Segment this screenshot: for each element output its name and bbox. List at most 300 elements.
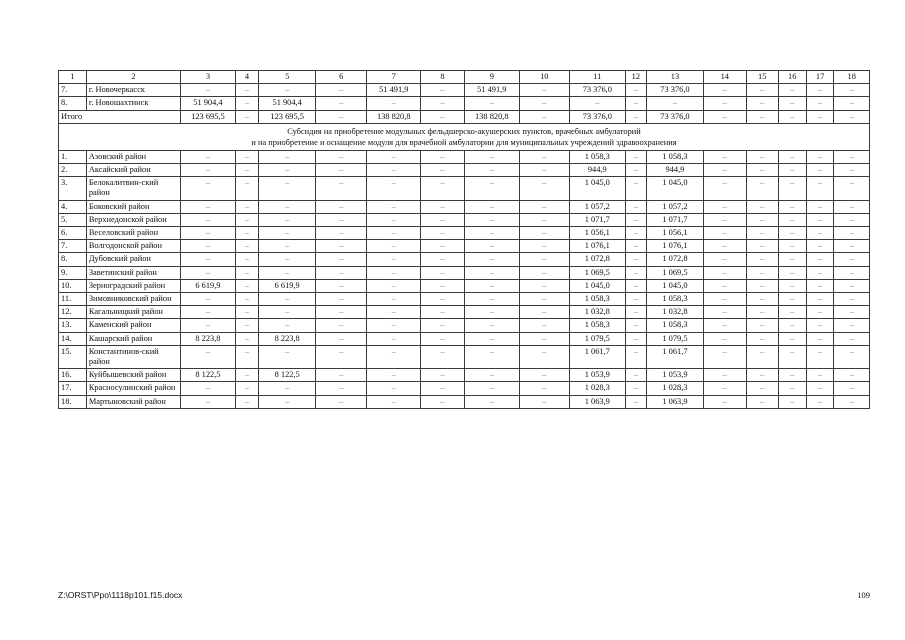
table-row <box>59 293 870 306</box>
value-cell: – <box>746 213 778 226</box>
value-cell: – <box>703 279 746 292</box>
value-cell: 1 061,7 <box>647 345 704 368</box>
value-cell: – <box>316 240 367 253</box>
value-cell: – <box>806 213 834 226</box>
value-cell: – <box>181 177 236 200</box>
value-cell: – <box>421 382 465 395</box>
row-number: 10. <box>59 279 87 292</box>
column-number-cell: 7 <box>367 71 421 84</box>
value-cell: – <box>519 177 569 200</box>
value-cell: – <box>259 382 316 395</box>
value-cell: – <box>235 332 259 345</box>
value-cell: – <box>316 150 367 163</box>
value-cell: – <box>367 97 421 110</box>
value-cell: – <box>778 279 806 292</box>
value-cell: – <box>834 266 870 279</box>
value-cell: 1 058,3 <box>569 319 625 332</box>
municipality-name: Кагальницкий район <box>86 306 180 319</box>
table-row <box>59 266 870 279</box>
value-cell: 1 032,8 <box>569 306 625 319</box>
value-cell: – <box>834 240 870 253</box>
value-cell: – <box>235 200 259 213</box>
value-cell: – <box>181 319 236 332</box>
column-number-cell: 5 <box>259 71 316 84</box>
value-cell: – <box>464 150 519 163</box>
value-cell: – <box>181 306 236 319</box>
value-cell: – <box>421 164 465 177</box>
value-cell: – <box>569 97 625 110</box>
value-cell: 1 045,0 <box>569 279 625 292</box>
column-number-cell: 9 <box>464 71 519 84</box>
column-number-cell: 4 <box>235 71 259 84</box>
value-cell: – <box>235 164 259 177</box>
value-cell: – <box>625 177 646 200</box>
value-cell: – <box>235 293 259 306</box>
municipality-name: г. Новочеркасск <box>86 84 180 97</box>
value-cell: – <box>316 177 367 200</box>
section-title-line1: Субсидия на приобретение модульных фельдшерско-акушерских пунктов, врачебных амбулаторий <box>287 126 641 136</box>
value-cell: – <box>367 150 421 163</box>
value-cell: 1 028,3 <box>569 382 625 395</box>
value-cell: – <box>834 97 870 110</box>
value-cell: – <box>703 84 746 97</box>
municipality-name: Аксайский район <box>86 164 180 177</box>
value-cell: – <box>464 369 519 382</box>
value-cell: – <box>746 306 778 319</box>
value-cell: – <box>806 382 834 395</box>
row-number: 6. <box>59 227 87 240</box>
value-cell: – <box>834 213 870 226</box>
row-number: 7. <box>59 84 87 97</box>
value-cell: 1 045,0 <box>647 177 704 200</box>
total-value-cell: 123 695,5 <box>259 110 316 123</box>
column-number-cell: 6 <box>316 71 367 84</box>
value-cell: – <box>421 332 465 345</box>
value-cell: – <box>316 306 367 319</box>
value-cell: – <box>703 253 746 266</box>
value-cell: – <box>181 395 236 408</box>
table-row <box>59 319 870 332</box>
value-cell: – <box>421 395 465 408</box>
column-number-cell: 17 <box>806 71 834 84</box>
value-cell: – <box>367 200 421 213</box>
value-cell: – <box>806 150 834 163</box>
value-cell: – <box>259 177 316 200</box>
total-value-cell: – <box>421 110 465 123</box>
value-cell: – <box>778 97 806 110</box>
value-cell: 1 028,3 <box>647 382 704 395</box>
value-cell: – <box>259 395 316 408</box>
table-row <box>59 97 870 110</box>
value-cell: 1 058,3 <box>647 319 704 332</box>
value-cell: – <box>834 306 870 319</box>
value-cell: – <box>367 293 421 306</box>
value-cell: – <box>778 319 806 332</box>
value-cell: – <box>778 177 806 200</box>
value-cell: – <box>778 266 806 279</box>
table-row <box>59 177 870 200</box>
value-cell: – <box>806 293 834 306</box>
value-cell: – <box>316 227 367 240</box>
value-cell: – <box>367 253 421 266</box>
value-cell: – <box>316 213 367 226</box>
total-value-cell: – <box>625 110 646 123</box>
value-cell: – <box>746 200 778 213</box>
municipality-name: Константинов-ский район <box>86 345 180 368</box>
value-cell: – <box>625 395 646 408</box>
value-cell: – <box>259 345 316 368</box>
value-cell: – <box>235 306 259 319</box>
table-row <box>59 84 870 97</box>
value-cell: – <box>778 213 806 226</box>
value-cell: – <box>625 266 646 279</box>
value-cell: – <box>421 97 465 110</box>
value-cell: – <box>181 213 236 226</box>
value-cell: – <box>259 240 316 253</box>
value-cell: – <box>625 319 646 332</box>
value-cell: – <box>746 266 778 279</box>
value-cell: 944,9 <box>647 164 704 177</box>
total-value-cell: – <box>703 110 746 123</box>
row-number: 9. <box>59 266 87 279</box>
municipality-name: Азовский район <box>86 150 180 163</box>
value-cell: – <box>259 266 316 279</box>
value-cell: – <box>259 319 316 332</box>
table-row <box>59 332 870 345</box>
value-cell: – <box>778 253 806 266</box>
value-cell: – <box>421 369 465 382</box>
value-cell: 1 072,8 <box>647 253 704 266</box>
value-cell: 1 079,5 <box>647 332 704 345</box>
value-cell: 1 072,8 <box>569 253 625 266</box>
value-cell: – <box>746 369 778 382</box>
value-cell: – <box>421 306 465 319</box>
value-cell: – <box>316 164 367 177</box>
value-cell: – <box>235 345 259 368</box>
column-number-cell: 18 <box>834 71 870 84</box>
table-row <box>59 150 870 163</box>
value-cell: 1 079,5 <box>569 332 625 345</box>
value-cell: – <box>181 150 236 163</box>
value-cell: – <box>259 213 316 226</box>
value-cell: – <box>834 200 870 213</box>
municipality-name: Куйбышевский район <box>86 369 180 382</box>
value-cell: – <box>834 84 870 97</box>
column-number-cell: 10 <box>519 71 569 84</box>
value-cell: – <box>834 177 870 200</box>
value-cell: – <box>421 240 465 253</box>
value-cell: – <box>235 279 259 292</box>
value-cell: – <box>778 369 806 382</box>
value-cell: – <box>806 200 834 213</box>
value-cell: – <box>778 227 806 240</box>
value-cell: – <box>421 319 465 332</box>
value-cell: – <box>464 213 519 226</box>
value-cell: – <box>181 266 236 279</box>
column-number-cell: 12 <box>625 71 646 84</box>
value-cell: – <box>519 150 569 163</box>
value-cell: 8 223,8 <box>259 332 316 345</box>
table-row <box>59 395 870 408</box>
value-cell: – <box>235 213 259 226</box>
value-cell: – <box>235 266 259 279</box>
value-cell: 51 904,4 <box>181 97 236 110</box>
row-number: 8. <box>59 97 87 110</box>
value-cell: – <box>703 240 746 253</box>
value-cell: – <box>259 84 316 97</box>
value-cell: – <box>746 227 778 240</box>
value-cell: – <box>316 84 367 97</box>
value-cell: – <box>834 382 870 395</box>
value-cell: – <box>316 332 367 345</box>
value-cell: – <box>806 279 834 292</box>
value-cell: – <box>421 213 465 226</box>
value-cell: – <box>421 345 465 368</box>
value-cell: – <box>464 266 519 279</box>
value-cell: 1 057,2 <box>569 200 625 213</box>
municipality-name: Каменский район <box>86 319 180 332</box>
value-cell: – <box>703 227 746 240</box>
value-cell: – <box>703 382 746 395</box>
value-cell: – <box>316 345 367 368</box>
value-cell: 1 056,1 <box>569 227 625 240</box>
value-cell: – <box>519 332 569 345</box>
section-title <box>59 123 870 150</box>
table-row <box>59 200 870 213</box>
value-cell: 1 053,9 <box>569 369 625 382</box>
row-number: 13. <box>59 319 87 332</box>
value-cell: – <box>625 97 646 110</box>
table-row <box>59 240 870 253</box>
column-number-cell: 1 <box>59 71 87 84</box>
value-cell: – <box>834 395 870 408</box>
value-cell: – <box>625 84 646 97</box>
value-cell: – <box>367 369 421 382</box>
value-cell: – <box>746 97 778 110</box>
value-cell: – <box>235 253 259 266</box>
value-cell: – <box>625 150 646 163</box>
value-cell: – <box>421 253 465 266</box>
value-cell: – <box>834 227 870 240</box>
file-path: Z:\ORST\Ppo\1118p101.f15.docx <box>58 590 183 600</box>
total-value-cell: 123 695,5 <box>181 110 236 123</box>
value-cell: – <box>464 345 519 368</box>
value-cell: – <box>806 227 834 240</box>
page-number: 109 <box>857 590 870 600</box>
value-cell: – <box>464 240 519 253</box>
value-cell: – <box>316 97 367 110</box>
municipality-name: Белокалитвин-ский район <box>86 177 180 200</box>
value-cell: 6 619,9 <box>259 279 316 292</box>
value-cell: – <box>235 150 259 163</box>
total-value-cell: 138 820,8 <box>464 110 519 123</box>
value-cell: – <box>703 177 746 200</box>
value-cell: – <box>464 200 519 213</box>
data-table <box>58 70 870 409</box>
value-cell: – <box>367 395 421 408</box>
value-cell: – <box>235 97 259 110</box>
value-cell: – <box>316 200 367 213</box>
table-row <box>59 213 870 226</box>
value-cell: – <box>834 293 870 306</box>
value-cell: 51 491,9 <box>464 84 519 97</box>
value-cell: – <box>519 382 569 395</box>
value-cell: – <box>519 395 569 408</box>
column-number-cell: 13 <box>647 71 704 84</box>
value-cell: – <box>746 240 778 253</box>
value-cell: – <box>235 382 259 395</box>
value-cell: – <box>834 332 870 345</box>
value-cell: – <box>625 279 646 292</box>
total-value-cell: 138 820,8 <box>367 110 421 123</box>
value-cell: – <box>625 345 646 368</box>
value-cell: – <box>703 293 746 306</box>
value-cell: – <box>746 345 778 368</box>
value-cell: – <box>778 382 806 395</box>
total-row <box>59 110 870 123</box>
value-cell: – <box>464 293 519 306</box>
value-cell: – <box>259 253 316 266</box>
value-cell: – <box>625 253 646 266</box>
value-cell: – <box>464 164 519 177</box>
value-cell: 1 045,0 <box>569 177 625 200</box>
row-number: 15. <box>59 345 87 368</box>
value-cell: – <box>778 306 806 319</box>
value-cell: 1 076,1 <box>569 240 625 253</box>
municipality-name: Зимовниковский район <box>86 293 180 306</box>
total-value-cell: – <box>778 110 806 123</box>
value-cell: – <box>703 213 746 226</box>
value-cell: – <box>316 382 367 395</box>
value-cell: – <box>703 345 746 368</box>
total-value-cell: – <box>806 110 834 123</box>
value-cell: – <box>421 150 465 163</box>
value-cell: – <box>806 84 834 97</box>
municipality-name: Дубовский район <box>86 253 180 266</box>
value-cell: – <box>834 369 870 382</box>
value-cell: 1 058,3 <box>569 150 625 163</box>
value-cell: – <box>464 97 519 110</box>
row-number: 14. <box>59 332 87 345</box>
value-cell: – <box>181 227 236 240</box>
value-cell: – <box>259 150 316 163</box>
value-cell: – <box>778 150 806 163</box>
value-cell: – <box>519 306 569 319</box>
value-cell: – <box>746 177 778 200</box>
section-title-row <box>59 123 870 150</box>
value-cell: – <box>625 200 646 213</box>
value-cell: 1 076,1 <box>647 240 704 253</box>
value-cell: – <box>235 84 259 97</box>
value-cell: – <box>235 369 259 382</box>
value-cell: 8 122,5 <box>181 369 236 382</box>
value-cell: 51 491,9 <box>367 84 421 97</box>
total-value-cell: 73 376,0 <box>569 110 625 123</box>
column-number-cell: 16 <box>778 71 806 84</box>
value-cell: – <box>181 345 236 368</box>
value-cell: – <box>806 345 834 368</box>
value-cell: 1 063,9 <box>569 395 625 408</box>
row-number: 5. <box>59 213 87 226</box>
total-value-cell: – <box>235 110 259 123</box>
value-cell: – <box>625 293 646 306</box>
total-value-cell: – <box>519 110 569 123</box>
value-cell: – <box>367 319 421 332</box>
value-cell: – <box>259 227 316 240</box>
value-cell: – <box>806 306 834 319</box>
value-cell: – <box>778 200 806 213</box>
value-cell: – <box>464 395 519 408</box>
value-cell: 73 376,0 <box>569 84 625 97</box>
value-cell: – <box>367 306 421 319</box>
value-cell: – <box>367 240 421 253</box>
value-cell: – <box>464 253 519 266</box>
value-cell: 1 053,9 <box>647 369 704 382</box>
value-cell: – <box>625 227 646 240</box>
value-cell: 1 058,3 <box>647 293 704 306</box>
value-cell: – <box>367 213 421 226</box>
value-cell: – <box>746 293 778 306</box>
municipality-name: Красносулинский район <box>86 382 180 395</box>
value-cell: – <box>259 164 316 177</box>
value-cell: – <box>625 369 646 382</box>
value-cell: – <box>778 293 806 306</box>
value-cell: 1 057,2 <box>647 200 704 213</box>
value-cell: – <box>746 382 778 395</box>
value-cell: – <box>703 395 746 408</box>
value-cell: – <box>235 177 259 200</box>
value-cell: – <box>834 253 870 266</box>
value-cell: – <box>703 164 746 177</box>
table-row <box>59 227 870 240</box>
section-title-line2: и на приобретение и оснащение модуля для врачебной амбулатории для муниципальных учреждений здравоохранения <box>251 137 677 147</box>
row-number: 1. <box>59 150 87 163</box>
row-number: 12. <box>59 306 87 319</box>
column-number-cell: 8 <box>421 71 465 84</box>
value-cell: – <box>519 319 569 332</box>
value-cell: – <box>703 369 746 382</box>
value-cell: – <box>746 164 778 177</box>
value-cell: – <box>834 279 870 292</box>
value-cell: – <box>235 240 259 253</box>
row-number: 4. <box>59 200 87 213</box>
value-cell: – <box>367 266 421 279</box>
value-cell: 1 058,3 <box>569 293 625 306</box>
value-cell: – <box>778 84 806 97</box>
value-cell: – <box>464 382 519 395</box>
value-cell: – <box>519 227 569 240</box>
value-cell: – <box>519 240 569 253</box>
value-cell: – <box>746 84 778 97</box>
value-cell: – <box>464 332 519 345</box>
value-cell: – <box>519 345 569 368</box>
row-number: 8. <box>59 253 87 266</box>
value-cell: – <box>464 279 519 292</box>
value-cell: – <box>464 306 519 319</box>
value-cell: – <box>806 240 834 253</box>
value-cell: – <box>519 164 569 177</box>
value-cell: – <box>367 382 421 395</box>
municipality-name: г. Новошахтинск <box>86 97 180 110</box>
value-cell: – <box>806 332 834 345</box>
total-value-cell: – <box>316 110 367 123</box>
value-cell: – <box>259 200 316 213</box>
value-cell: – <box>746 279 778 292</box>
value-cell: – <box>703 319 746 332</box>
value-cell: – <box>181 84 236 97</box>
value-cell: – <box>464 227 519 240</box>
value-cell: – <box>806 177 834 200</box>
